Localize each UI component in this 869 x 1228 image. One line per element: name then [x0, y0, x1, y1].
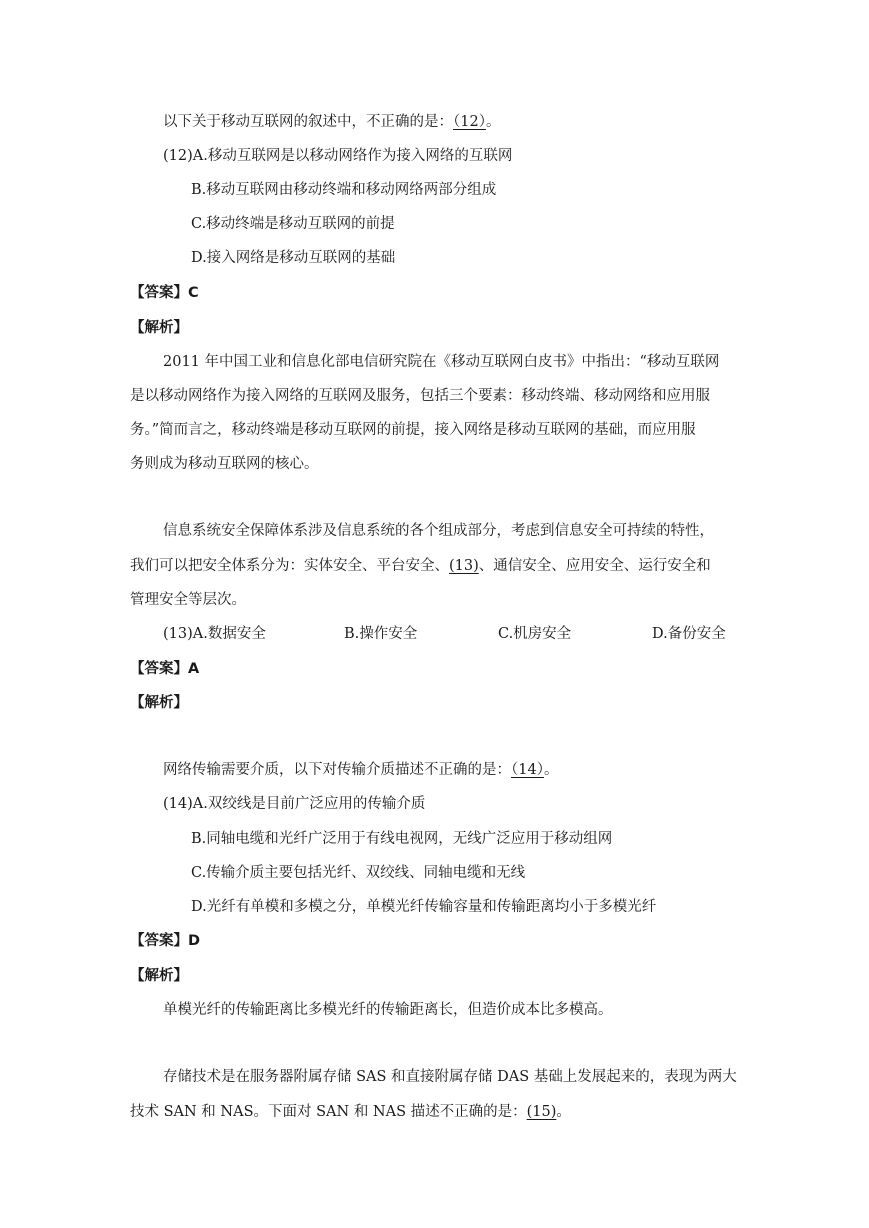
q12-stem-end: 。 — [485, 114, 501, 130]
q13-option-a: (13)A.数据安全 — [163, 626, 266, 642]
answer-label: 【答案】 — [130, 285, 188, 301]
q14-option-b: B.同轴电缆和光纤广泛用于有线电视网，无线广泛应用于移动组网 — [191, 831, 613, 847]
q12-stem — [163, 112, 500, 132]
q14-analysis-line: 单模光纤的传输距离比多模光纤的传输距离长，但造价成本比多模高。 — [163, 1002, 613, 1018]
q13-stem-line-1: 信息系统安全保障体系涉及信息系统的各个组成部分，考虑到信息安全可持续的特性， — [163, 523, 714, 539]
q12-option-a: (12)A.移动互联网是以移动网络作为接入网络的互联网 — [163, 148, 513, 164]
q12-analysis-label: 【解析】 — [130, 320, 188, 336]
answer-value: C — [188, 285, 199, 301]
answer-label: 【答案】 — [130, 933, 188, 949]
q12-analysis-line-1: 2011 年中国工业和信息化部电信研究院在《移动互联网白皮书》中指出：“移动互联网 — [163, 354, 720, 370]
q14-stem-text: 网络传输需要介质，以下对传输介质描述不正确的是： — [163, 762, 511, 778]
q14-answer — [130, 931, 200, 951]
q14-option-d: D.光纤有单模和多模之分，单模光纤传输容量和传输距离均小于多模光纤 — [191, 899, 657, 915]
q14-stem — [163, 760, 558, 780]
q13-option-d: D.备份安全 — [652, 626, 726, 642]
q13-option-b: B.操作安全 — [344, 626, 418, 642]
q13-stem-line-2 — [130, 556, 711, 576]
q14-stem-end: 。 — [543, 762, 559, 778]
q12-option-d: D.接入网络是移动互联网的基础 — [191, 250, 396, 266]
q14-analysis-label: 【解析】 — [130, 968, 188, 984]
q13-blank: (13) — [449, 558, 479, 574]
q14-option-c: C.传输介质主要包括光纤、双绞线、同轴电缆和无线 — [191, 865, 526, 881]
answer-value: A — [188, 661, 200, 677]
q12-analysis-line-4: 务则成为移动互联网的核心。 — [130, 456, 319, 472]
q15-blank: (15) — [526, 1104, 557, 1120]
q13-option-c: C.机房安全 — [498, 626, 572, 642]
q15-stem-text: 技术 SAN 和 NAS。下面对 SAN 和 NAS 描述不正确的是： — [130, 1104, 527, 1120]
answer-value: D — [188, 933, 201, 949]
q12-option-b: B.移动互联网由移动终端和移动网络两部分组成 — [191, 182, 497, 198]
answer-label: 【答案】 — [130, 661, 188, 677]
q13-analysis-label: 【解析】 — [130, 695, 188, 711]
q12-answer — [130, 283, 199, 303]
q12-option-c: C.移动终端是移动互联网的前提 — [191, 216, 395, 232]
q15-stem-line-2 — [130, 1102, 571, 1122]
q13-stem-line-3: 管理安全等层次。 — [130, 592, 246, 608]
q13-answer — [130, 659, 199, 679]
q12-blank: （12） — [453, 114, 486, 130]
q12-analysis-line-2: 是以移动网络作为接入网络的互联网及服务，包括三个要素：移动终端、移动网络和应用服 — [130, 388, 710, 404]
q14-option-a: (14)A.双绞线是目前广泛应用的传输介质 — [163, 796, 426, 812]
q13-stem-text: 我们可以把安全体系分为：实体安全、平台安全、 — [130, 558, 449, 574]
q12-stem-text: 以下关于移动互联网的叙述中，不正确的是： — [163, 114, 453, 130]
q15-stem-line-1: 存储技术是在服务器附属存储 SAS 和直接附属存储 DAS 基础上发展起来的，表现为两大 — [163, 1069, 737, 1085]
q14-blank: （14） — [511, 762, 544, 778]
q12-analysis-line-3: 务。”简而言之，移动终端是移动互联网的前提，接入网络是移动互联网的基础，而应用服 — [130, 422, 696, 438]
q15-stem-end: 。 — [556, 1104, 571, 1120]
q13-stem-text-2: 、通信安全、应用安全、运行安全和 — [478, 558, 711, 574]
